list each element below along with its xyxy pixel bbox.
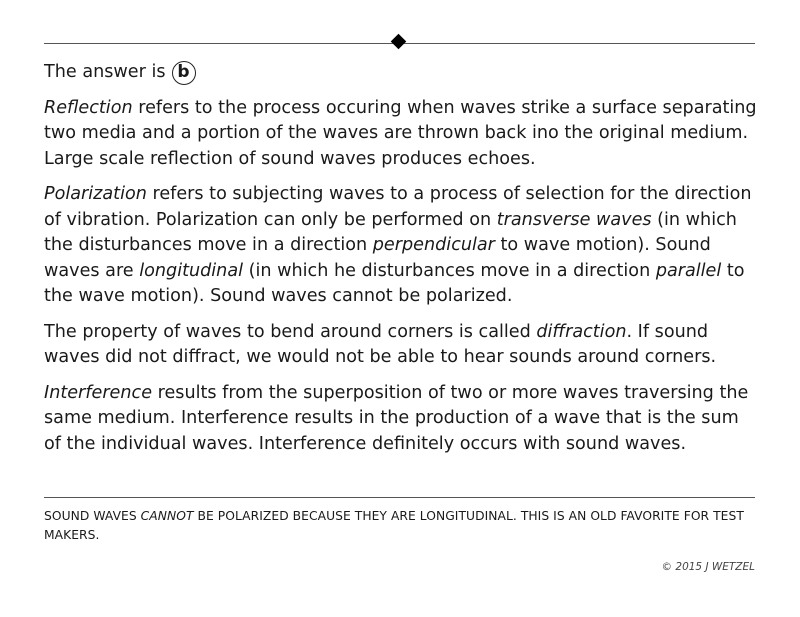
diffraction-term: diffraction [536, 321, 627, 342]
answer-prefix: The answer is [44, 62, 166, 82]
polarization-text-5: to the wave motion). Sound waves cannot be polarized. [44, 260, 745, 306]
interference-paragraph [44, 381, 760, 458]
diffraction-text-1: The property of waves to bend around corners is called [44, 321, 537, 342]
explanation-content [44, 60, 760, 467]
perpendicular-term: perpendicular [372, 235, 495, 255]
reflection-text: refers to the process occuring when waves strike a surface separating two media and a portion of the waves are thrown back ino the original medium. Large scale reflection of sound waves produces echoes. [44, 97, 757, 169]
polarization-paragraph [44, 182, 760, 310]
polarization-text-2: (in which the disturbances move in a direction [44, 209, 737, 255]
transverse-waves-term: transverse waves [496, 209, 652, 230]
polarization-text-3: to wave motion). Sound waves are [44, 235, 711, 281]
interference-text: results from the superposition of two or more waves traversing the same medium. Interference results in the production of a wave that is the sum of the individual waves. Interference definitely occurs with sound waves. [44, 382, 749, 454]
copyright-notice: © 2015 J WETZEL [661, 561, 755, 573]
footnote-emphasis: CANNOT [140, 509, 194, 523]
bottom-divider [44, 497, 755, 498]
diamond-ornament-icon [391, 34, 407, 50]
footnote-text-2: BE POLARIZED BECAUSE THEY ARE LONGITUDINAL. THIS IS AN OLD FAVORITE FOR TEST MAKERS. [44, 509, 744, 542]
footnote [44, 507, 760, 545]
polarization-term: Polarization [44, 184, 147, 204]
answer-letter-circle: b [172, 61, 196, 85]
polarization-text-4: (in which he disturbances move in a direction [243, 260, 656, 281]
parallel-term: parallel [655, 260, 722, 281]
reflection-paragraph [44, 96, 760, 173]
footnote-text-1: SOUND WAVES [44, 509, 141, 523]
interference-term: Interference [44, 382, 153, 403]
polarization-text-1: refers to subjecting waves to a process of selection for the direction of vibration. Polarization can only be performed on [44, 184, 752, 230]
diffraction-text-2: . If sound waves did not diffract, we would not be able to hear sounds around corners. [44, 321, 717, 367]
longitudinal-term: longitudinal [139, 260, 244, 281]
reflection-term: Reflection [44, 97, 133, 118]
answer-line [44, 60, 760, 86]
diffraction-paragraph [44, 320, 760, 371]
